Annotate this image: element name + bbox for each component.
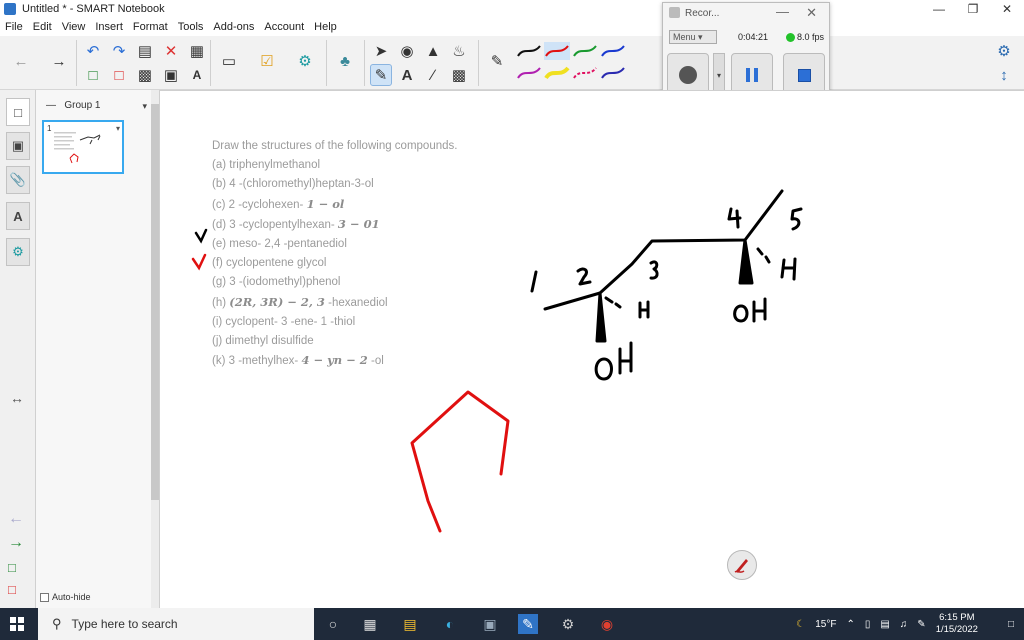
smart-notebook-taskbar-icon[interactable]: ✎: [518, 614, 538, 634]
minimize-icon[interactable]: —: [933, 2, 945, 16]
side-previous-page-icon[interactable]: ←: [8, 510, 24, 527]
volume-icon[interactable]: ♫: [899, 618, 908, 630]
add-ons-icon[interactable]: ⚙: [298, 53, 312, 70]
record-options-caret[interactable]: ▾: [713, 53, 725, 97]
menu-addons[interactable]: Add-ons: [213, 21, 255, 33]
menu-edit[interactable]: Edit: [32, 21, 52, 33]
text-recognition-icon[interactable]: A: [192, 68, 202, 82]
pen-dotted-icon[interactable]: [572, 64, 598, 82]
record-icon: [679, 66, 697, 84]
window-controls: [922, 0, 1024, 18]
pen-type-icon[interactable]: ✎: [490, 53, 504, 70]
label-oh-left-h: [620, 343, 631, 373]
recorder-minimize-icon[interactable]: —: [776, 4, 789, 19]
group-label-text: Group 1: [64, 100, 101, 111]
line-tool-icon[interactable]: ∕: [431, 66, 435, 84]
problem-prompt: Draw the structures of the following compounds.: [212, 140, 458, 152]
display-icon[interactable]: ▭: [221, 53, 237, 70]
label-h-right: [782, 259, 795, 279]
ink-layer: [160, 91, 1024, 609]
page-thumbnail-number: 1: [47, 124, 52, 133]
group-caret-icon[interactable]: ▾: [142, 101, 147, 111]
task-view-icon[interactable]: ▦: [363, 615, 377, 632]
resize-panel-icon[interactable]: ↔: [10, 390, 24, 406]
chrome-icon[interactable]: ◉: [600, 615, 614, 632]
problem-item-a: (a) triphenylmethanol: [212, 159, 321, 172]
problem-item-c: (c) 2 -cyclohexen- 1 − ol: [212, 196, 345, 211]
recorder-fps: 8.0 fps: [797, 32, 825, 42]
taskbar-clock[interactable]: [936, 612, 978, 636]
previous-page-icon[interactable]: ←: [13, 52, 29, 70]
problem-item-e: (e) meso- 2,4 -pentanediol: [212, 238, 347, 251]
delete-icon[interactable]: ✕: [164, 43, 178, 60]
battery-icon[interactable]: ▯: [864, 618, 871, 630]
weather-temp[interactable]: 15°F: [815, 618, 837, 630]
menu-help[interactable]: Help: [314, 21, 337, 33]
save-icon[interactable]: ▩: [137, 67, 153, 84]
side-tab-strip: [0, 90, 36, 608]
problem-item-k: (k) 3 -methylhex- 4 − yn − 2 -ol: [212, 353, 384, 368]
table-icon[interactable]: ▦: [189, 43, 205, 60]
tray-overflow-icon[interactable]: ⌃: [846, 618, 855, 630]
toolbar-position-icon[interactable]: ↕: [1000, 66, 1008, 84]
autohide-label: Auto-hide: [52, 592, 91, 602]
gallery-tab-icon[interactable]: ▣: [6, 132, 30, 160]
fill-icon[interactable]: ♨: [452, 43, 466, 60]
next-page-icon[interactable]: →: [51, 52, 67, 70]
pause-icon: [746, 68, 758, 82]
problem-item-g: (g) 3 -(iodomethyl)phenol: [212, 276, 341, 289]
pen-red-icon[interactable]: [544, 42, 570, 60]
pen-tool-icon[interactable]: ✎: [370, 64, 392, 86]
sorter-scrollbar[interactable]: [151, 90, 159, 608]
clock-time: 6:15 PM: [939, 612, 975, 623]
sorter-scroll-thumb[interactable]: [151, 104, 159, 500]
thumbnail-preview: [44, 122, 122, 172]
problem-item-i: (i) cyclopent- 3 -ene- 1 -thiol: [212, 315, 356, 328]
thumbnail-menu-icon[interactable]: ▾: [115, 124, 120, 133]
properties-tab-icon[interactable]: A: [6, 202, 30, 230]
autohide-checkbox[interactable]: [40, 592, 91, 602]
side-next-page-icon[interactable]: →: [8, 534, 24, 551]
undo-icon[interactable]: ↶: [86, 43, 100, 60]
menu-view[interactable]: View: [61, 21, 86, 33]
recorder-menu-dropdown[interactable]: Menu ▾: [669, 30, 717, 44]
add-page-icon[interactable]: □: [88, 66, 98, 84]
toolbar: [0, 36, 1024, 90]
menu-format[interactable]: Format: [132, 21, 168, 33]
highlighter-yellow-icon[interactable]: [544, 64, 570, 82]
screen-shade-icon[interactable]: ▣: [163, 67, 179, 84]
check-mark-black: [196, 230, 206, 241]
check-mark-red: [193, 255, 205, 268]
problem-item-j: (j) dimethyl disulfide: [212, 335, 314, 348]
label-oh-left-o: [596, 359, 611, 379]
clock-date: 1/15/2022: [935, 624, 978, 635]
eraser-icon[interactable]: ▩: [451, 67, 467, 84]
numeral-3: [651, 262, 657, 278]
paste-icon[interactable]: ▤: [137, 43, 153, 60]
recorder-title: Recor...: [685, 8, 720, 19]
group-label[interactable]: — Group 1: [46, 100, 101, 111]
windows-start-icon[interactable]: [10, 617, 24, 631]
maximize-icon[interactable]: ❐: [967, 2, 979, 16]
autohide-box: [40, 593, 49, 602]
menu-account[interactable]: Account: [264, 21, 305, 33]
properties-gear-icon[interactable]: ⚙: [997, 43, 1011, 60]
pen-blue-icon[interactable]: [600, 42, 626, 60]
problem-item-d: (d) 3 -cyclopentylhexan- 3 − 01: [212, 216, 380, 231]
file-explorer-icon[interactable]: ▤: [403, 615, 417, 632]
search-placeholder: Type here to search: [71, 617, 178, 631]
close-icon[interactable]: ✕: [1001, 2, 1013, 16]
smart-notebook-icon: [4, 3, 16, 15]
recording-status-dot: [786, 33, 795, 42]
pen-green-icon[interactable]: [572, 42, 598, 60]
label-h-left: [640, 302, 648, 317]
notebook-canvas[interactable]: [160, 90, 1024, 608]
recorder-menu-label: Menu: [673, 32, 696, 42]
pen-workspace-icon[interactable]: ✎: [917, 618, 926, 630]
cortana-icon[interactable]: ○: [328, 616, 338, 632]
label-oh-right-h: [754, 299, 765, 321]
search-icon: ⚲: [52, 616, 62, 631]
pen-wave-icon[interactable]: [600, 64, 626, 82]
network-icon[interactable]: ▤: [880, 618, 890, 630]
pen-black-icon[interactable]: [516, 42, 542, 60]
system-tray: [796, 608, 1024, 640]
page-thumbnail[interactable]: [42, 120, 124, 174]
attachments-tab-icon[interactable]: 📎: [6, 166, 30, 194]
menu-tools[interactable]: Tools: [177, 21, 204, 33]
stop-icon: [798, 69, 811, 82]
page-sorter-tab-icon[interactable]: □: [6, 98, 30, 126]
store-icon[interactable]: ▣: [483, 615, 497, 632]
notifications-icon[interactable]: □: [1007, 618, 1014, 630]
recorder-elapsed-time: 0:04:21: [737, 32, 769, 42]
menu-file[interactable]: File: [5, 21, 23, 33]
recorder-taskbar-icon[interactable]: ⚙: [561, 615, 575, 632]
delete-page-icon[interactable]: □: [114, 66, 124, 84]
screen-recorder-panel: [662, 2, 830, 100]
numeral-2: [578, 269, 590, 284]
menu-bar: [0, 18, 1024, 36]
gallery-icon[interactable]: ♣: [340, 52, 350, 70]
numeral-5: [792, 209, 801, 229]
window-title: Untitled * - SMART Notebook: [22, 3, 165, 15]
shapes-icon[interactable]: ▲: [425, 42, 441, 60]
recorder-app-icon: [669, 7, 680, 18]
side-delete-page-icon[interactable]: □: [8, 582, 16, 597]
cyclopentane-ink: [412, 392, 508, 531]
weather-icon[interactable]: ☾: [796, 618, 806, 630]
select-tool-icon[interactable]: ➤: [374, 43, 388, 60]
problem-item-f: (f) cyclopentene glycol: [212, 257, 327, 270]
skeletal-structure-ink: [532, 191, 801, 379]
numeral-4: [729, 209, 740, 227]
redo-icon[interactable]: ↷: [112, 43, 126, 60]
windows-taskbar: [0, 608, 1024, 640]
pen-mode-badge-icon[interactable]: [727, 550, 757, 580]
edge-browser-icon[interactable]: ◐: [445, 616, 455, 632]
problem-item-b: (b) 4 -(chloromethyl)heptan-3-ol: [212, 178, 374, 191]
add-ons-tab-icon[interactable]: ⚙: [6, 238, 30, 266]
menu-insert[interactable]: Insert: [95, 21, 123, 33]
label-oh-right-o: [735, 306, 747, 321]
taskbar-search-box[interactable]: [38, 608, 314, 640]
pen-purple-icon[interactable]: [516, 64, 542, 82]
title-bar: [0, 0, 1024, 18]
numeral-1: [532, 272, 536, 291]
page-sorter-panel: [36, 90, 160, 608]
shape-pen-icon[interactable]: ◉: [400, 43, 414, 60]
recorder-close-icon[interactable]: ✕: [806, 5, 817, 20]
text-tool-icon[interactable]: A: [401, 66, 413, 84]
problem-item-h: (h) (2R, 3R) − 2, 3 -hexanediol: [212, 294, 388, 309]
side-add-page-icon[interactable]: □: [8, 560, 16, 575]
activity-builder-icon[interactable]: ☑: [260, 53, 274, 70]
